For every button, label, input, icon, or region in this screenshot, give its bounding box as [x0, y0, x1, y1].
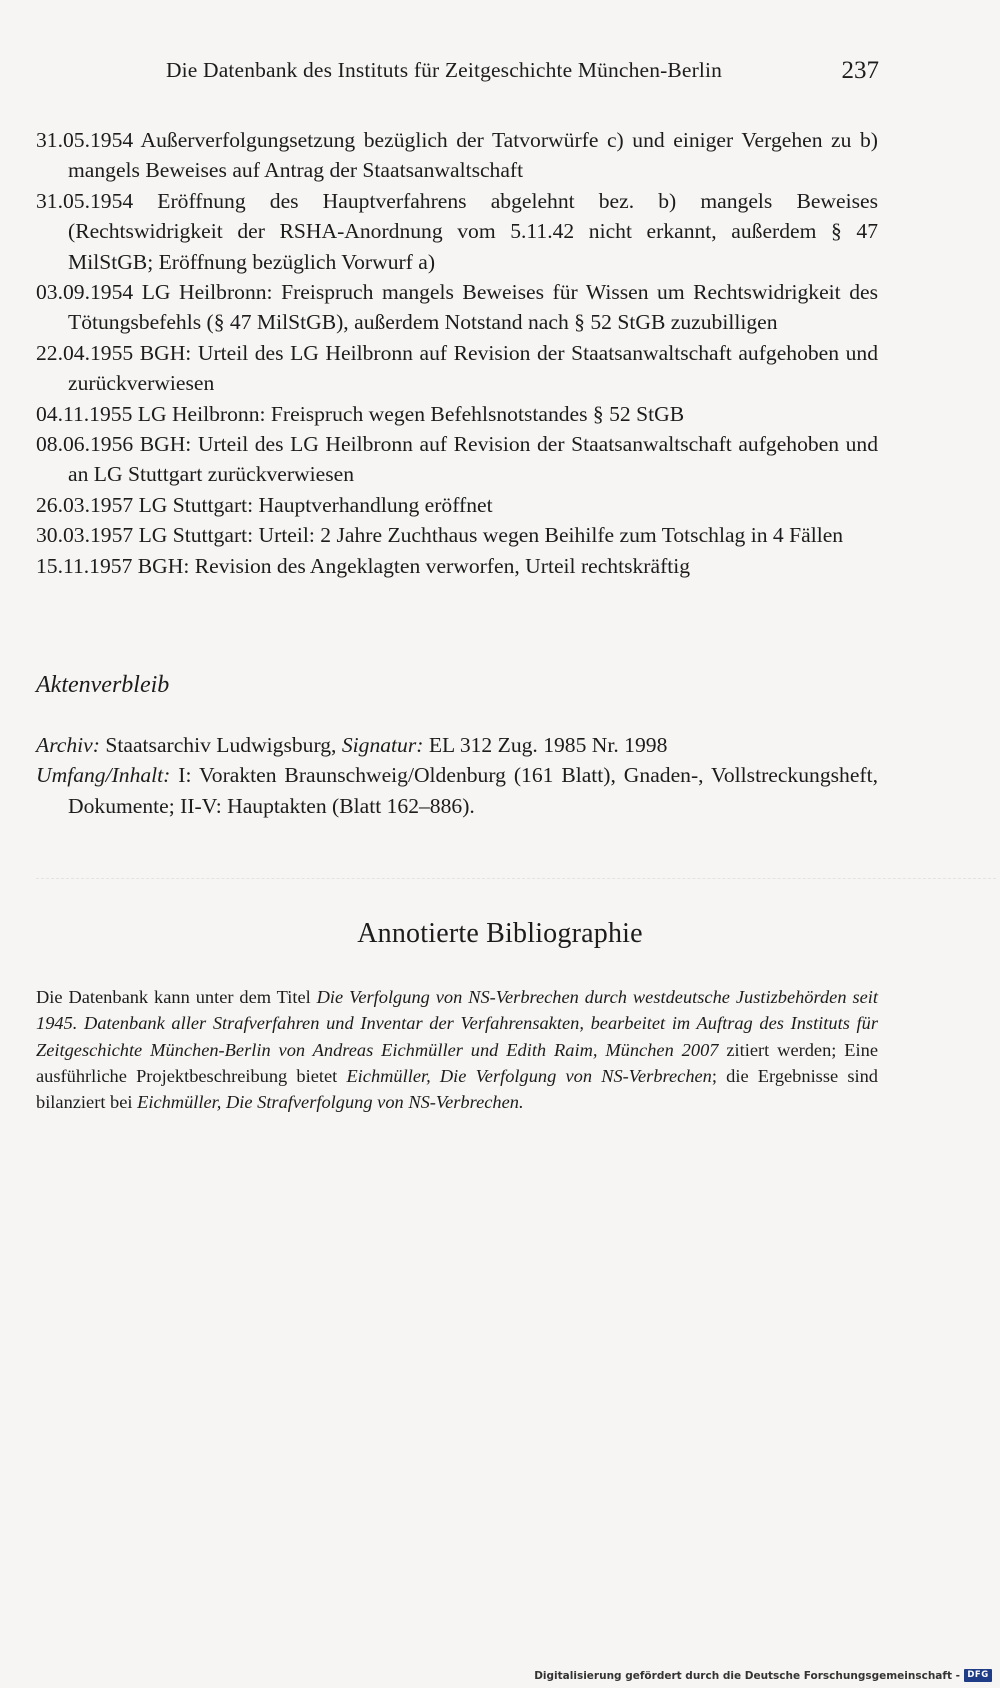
timeline-entry: 15.11.1957 BGH: Revision des Angeklagten verworfen, Urteil rechtskräftig	[36, 553, 691, 578]
bibliography-heading: Annotierte Bibliographie	[357, 918, 643, 949]
bibliography-citation: Eichmüller, Die Verfolgung von NS-Verbrechen	[346, 1065, 712, 1086]
archive-info	[36, 730, 878, 821]
footer-text: Digitalisierung gefördert durch die Deutsche Forschungsgemeinschaft -	[534, 1669, 960, 1682]
running-header	[166, 58, 886, 88]
umfang-label: Umfang/Inhalt:	[36, 763, 171, 788]
signatur-label: Signatur:	[341, 733, 424, 757]
timeline-entry: 08.06.1956 BGH: Urteil des LG Heilbronn auf Revision der Staatsanwaltschaft aufgehoben und an LG Stuttgart zurückverwiesen	[36, 432, 878, 487]
umfang-value: I: Vorakten Braunschweig/Oldenburg (161 Blatt), Gnaden-, Vollstreckungsheft, Dokumente; II-V: Hauptakten (Blatt 162–886).	[68, 763, 878, 818]
archiv-label: Archiv:	[36, 733, 100, 757]
umfang-row	[36, 760, 878, 821]
bibliography-paragraph	[36, 984, 878, 1115]
timeline-entry: 22.04.1955 BGH: Urteil des LG Heilbronn auf Revision der Staatsanwaltschaft aufgehoben und zurückverwiesen	[36, 340, 878, 396]
bibliography-text: ; die Ergebnisse sind bilanziert bei	[36, 1065, 878, 1113]
dfg-logo: DFG	[964, 1669, 992, 1682]
timeline-entry: 30.03.1957 LG Stuttgart: Urteil: 2 Jahre Zuchthaus wegen Beihilfe zum Totschlag in 4 Fällen	[36, 523, 844, 548]
bibliography-citation: Die Verfolgung von NS-Verbrechen durch westdeutsche Justizbehörden seit 1945. Datenbank aller Strafverfahren und Inventar der Verfahrensakten, bearbeitet im Auftrag des Instituts für Zeitgeschichte München-Berlin von Andreas Eichmüller und Edith Raim, München 2007	[36, 987, 878, 1060]
timeline-entry: 26.03.1957 LG Stuttgart: Hauptverhandlung eröffnet	[36, 492, 493, 517]
timeline-entry: 31.05.1954 Außerverfolgungsetzung bezüglich der Tatvorwürfe c) und einiger Vergehen zu b) mangels Beweises auf Antrag der Staatsanwaltschaft	[36, 128, 878, 183]
bibliography-text: Die Datenbank kann unter dem Titel	[36, 987, 317, 1007]
bibliography-citation: Eichmüller, Die Strafverfolgung von NS-Verbrechen.	[137, 1092, 524, 1113]
page-number: 237	[841, 57, 879, 84]
archiv-value: Staatsarchiv Ludwigsburg,	[105, 733, 337, 757]
timeline-entry: 04.11.1955 LG Heilbronn: Freispruch wegen Befehlsnotstandes § 52 StGB	[36, 401, 685, 426]
divider	[36, 878, 996, 879]
timeline-entry: 03.09.1954 LG Heilbronn: Freispruch mangels Beweises für Wissen um Rechtswidrigkeit des Tötungsbefehls (§ 47 MilStGB), außerdem Notstand nach § 52 StGB zuzubilligen	[36, 280, 878, 335]
archive-row	[36, 730, 878, 760]
running-title: Die Datenbank des Instituts für Zeitgeschichte München-Berlin	[166, 58, 723, 82]
aktenverbleib-heading: Aktenverbleib	[36, 672, 170, 698]
bibliography-text: zitiert werden; Eine ausführliche Projektbeschreibung bietet	[36, 1039, 878, 1086]
timeline-entry: 31.05.1954 Eröffnung des Hauptverfahrens abgelehnt bez. b) mangels Beweises (Rechtswidrigkeit der RSHA-Anordnung vom 5.11.42 nicht erkannt, außerdem § 47 MilStGB; Eröffnung bezüglich Vorwurf a)	[36, 188, 878, 274]
digitization-footer	[534, 1669, 992, 1682]
procedure-timeline	[36, 125, 878, 581]
signatur-value: EL 312 Zug. 1985 Nr. 1998	[428, 733, 668, 757]
